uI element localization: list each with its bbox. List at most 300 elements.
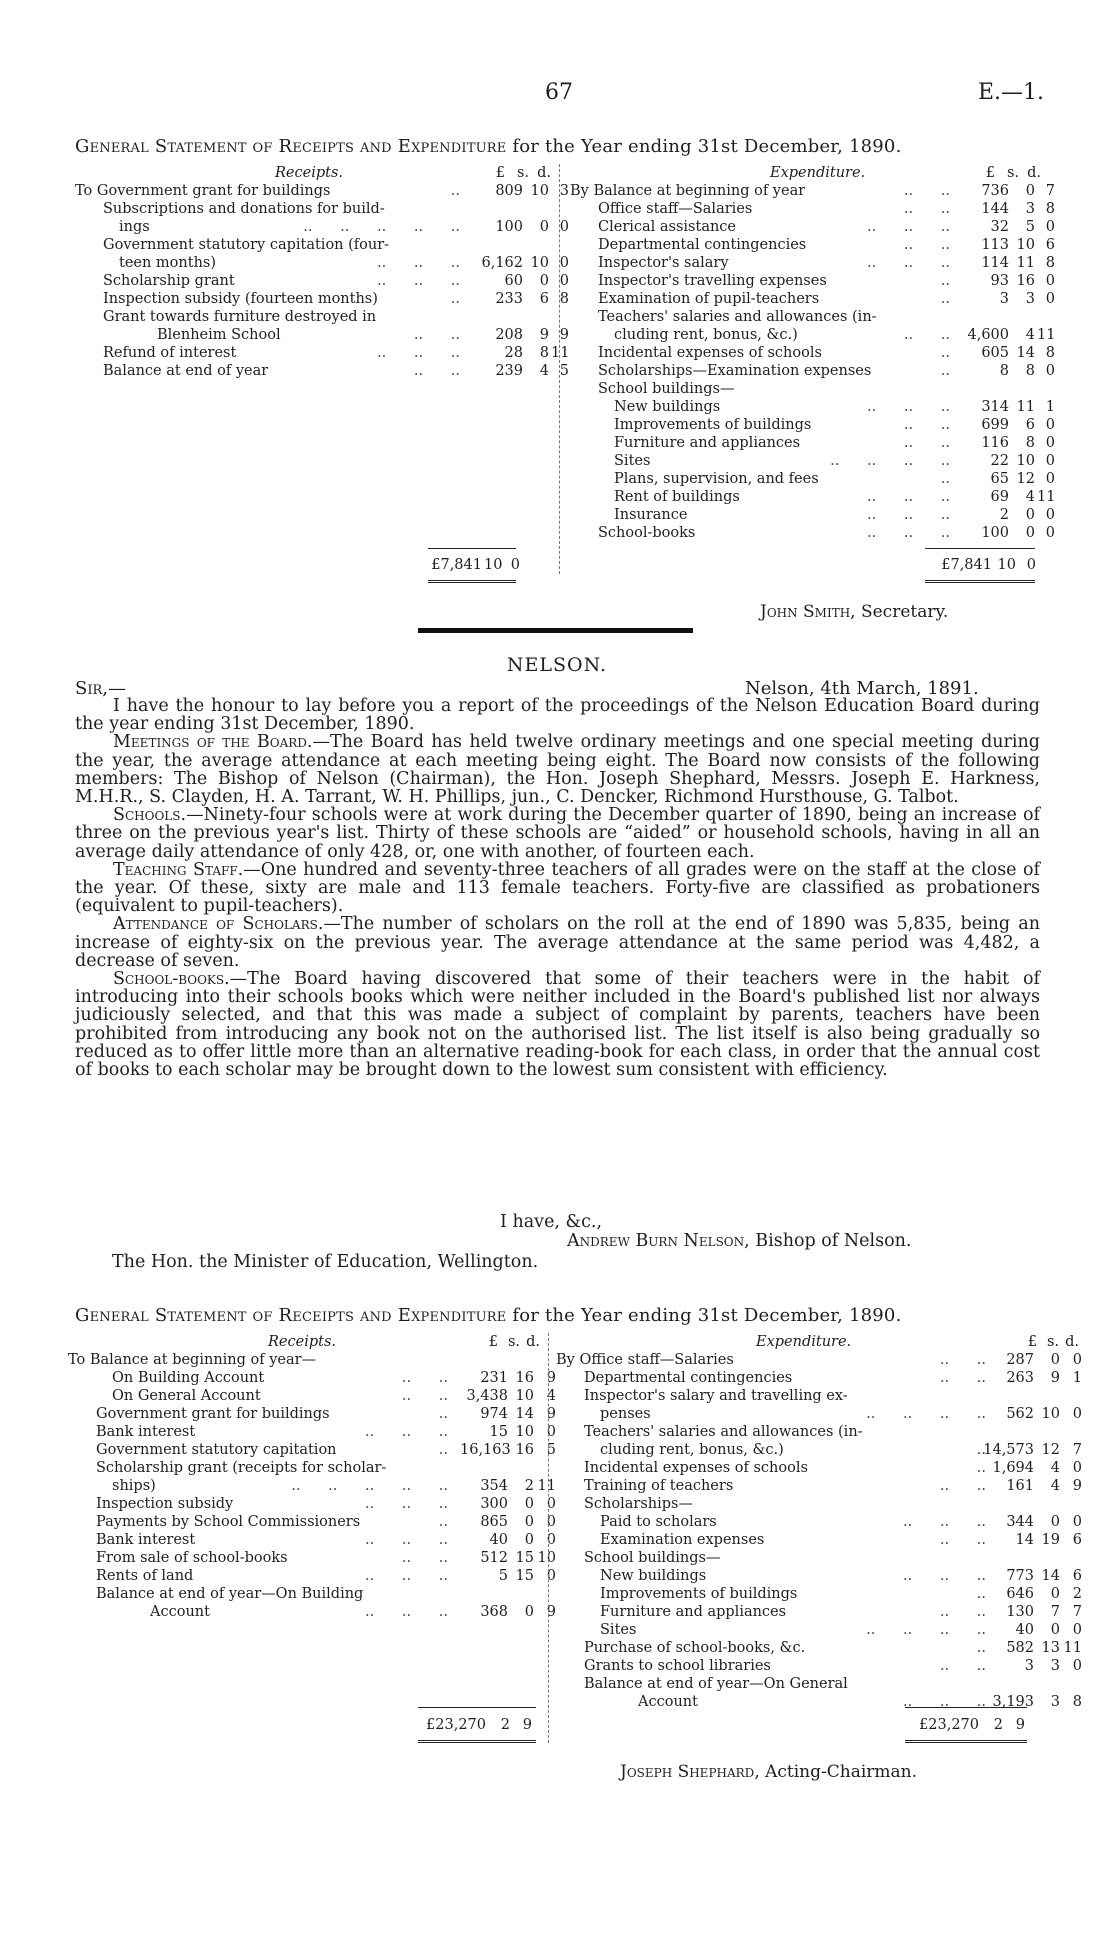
amount-pence: 9 (546, 1406, 556, 1422)
amount-pence: 8 (559, 291, 569, 307)
ledger-row (75, 254, 569, 272)
paragraph-intro (75, 697, 1040, 733)
total-pence: 9 (1015, 1717, 1025, 1733)
statement2-expenditure-total-rule (905, 1707, 1027, 1708)
amount-pence: 0 (1045, 507, 1055, 523)
ledger-row (68, 1567, 556, 1585)
amount-pounds: 646 (1006, 1586, 1034, 1602)
ledger-row-leader-dots: .. .. (413, 363, 460, 379)
amount-pence: 0 (1045, 363, 1055, 379)
ledger-row-leader-dots: .. .. (903, 183, 950, 199)
ledger-row (75, 182, 569, 200)
amount-pounds: 605 (981, 345, 1009, 361)
ledger-row (570, 272, 1055, 290)
ledger-row-leader-dots: .. .. .. (365, 1604, 448, 1620)
amount-pence: 9 (546, 1604, 556, 1620)
ledger-row (556, 1531, 1101, 1549)
ledger-row-label: Training of teachers (584, 1478, 734, 1494)
ledger-row-label: On Building Account (112, 1370, 265, 1386)
ledger-row (570, 416, 1055, 434)
amount-pounds: 100 (495, 219, 523, 235)
ledger-row (75, 290, 569, 308)
amount-pence: 8 (1045, 201, 1055, 217)
amount-pence: 0 (559, 273, 569, 289)
amount-shillings: 14 (515, 1406, 534, 1422)
amount-pence: 0 (546, 1514, 556, 1530)
amount-pence: 0 (1045, 471, 1055, 487)
ledger-row-label: Departmental contingencies (584, 1370, 793, 1386)
amount-pounds: 32 (990, 219, 1009, 235)
amount-pounds: 40 (1015, 1622, 1034, 1638)
amount-pence: 6 (1045, 237, 1055, 253)
amount-pounds: 263 (1006, 1370, 1034, 1386)
ledger-row (570, 200, 1055, 218)
statement1-expenditure-header (570, 164, 1045, 182)
ledger-row-leader-dots: .. (976, 1586, 986, 1602)
amount-pounds: 809 (495, 183, 523, 199)
amount-shillings: 0 (524, 1604, 534, 1620)
paragraph-teaching-staff (75, 861, 1040, 916)
amount-shillings: 14 (1041, 1568, 1060, 1584)
statement1-receipts-double-rule (428, 580, 516, 583)
ledger-row-leader-dots: .. .. (903, 237, 950, 253)
total-pence: 0 (1026, 557, 1036, 573)
paragraph-schools (75, 806, 1040, 861)
amount-pounds: 116 (981, 435, 1009, 451)
ledger-row (556, 1423, 1101, 1441)
statement2-title-suffix: for the Year ending 31st December, 1890. (506, 1305, 902, 1326)
amount-shillings: 5 (1025, 219, 1035, 235)
amount-shillings: 10 (530, 183, 549, 199)
amount-shillings: 16 (515, 1442, 534, 1458)
amount-pounds: 113 (981, 237, 1009, 253)
ledger-row-leader-dots: .. .. (939, 1370, 986, 1386)
total-shillings: 10 (997, 557, 1016, 573)
ledger-row-leader-dots: .. .. .. (365, 1496, 448, 1512)
ledger-row (570, 326, 1056, 344)
statement2-signature (620, 1762, 917, 1782)
amount-pence: 0 (1045, 219, 1055, 235)
ledger-row-leader-dots: .. .. (939, 1352, 986, 1368)
ledger-row (556, 1567, 1101, 1585)
amount-pence: 7 (1045, 183, 1055, 199)
ledger-row-leader-dots: .. .. .. (903, 1694, 986, 1710)
ledger-row (556, 1351, 1101, 1369)
amount-pounds: 14,573 (983, 1442, 1034, 1458)
amount-pence: 6 (1072, 1532, 1082, 1548)
amount-shillings: 12 (1016, 471, 1035, 487)
ledger-row (570, 290, 1055, 308)
amount-shillings: 14 (1016, 345, 1035, 361)
amount-pence: 0 (1072, 1658, 1082, 1674)
amount-pounds: 354 (480, 1478, 508, 1494)
amount-pence: 0 (546, 1568, 556, 1584)
ledger-row-leader-dots: .. .. (401, 1370, 448, 1386)
amount-pounds: 4,600 (967, 327, 1009, 343)
ledger-row-label: Scholarship grant (103, 273, 235, 289)
ledger-row (75, 326, 569, 344)
amount-pounds: 1,694 (992, 1460, 1034, 1476)
paragraph-text: —One hundred and seventy-three teachers of all grades were on the staff at the close of the year. Of these, sixty are male and 113 female teachers. Forty-five are classified as probationers (equivalent to pupil-teachers). (75, 859, 1040, 917)
amount-pence: 11 (1037, 327, 1056, 343)
amount-shillings: 0 (539, 219, 549, 235)
ledger-row (570, 362, 1055, 380)
amount-shillings: 11 (1016, 399, 1035, 415)
amount-shillings: 0 (1025, 183, 1035, 199)
amount-pounds: 3,193 (992, 1694, 1034, 1710)
amount-pence: 5 (559, 363, 569, 379)
amount-pence: 1 (1045, 399, 1055, 415)
statement2-title-prefix: General Statement of Receipts and Expenditure (75, 1305, 507, 1326)
ledger-row-label: ings (119, 219, 150, 235)
amount-pence: 0 (1072, 1514, 1082, 1530)
amount-pounds: 130 (1006, 1604, 1034, 1620)
ledger-row-leader-dots: .. .. .. (903, 1568, 986, 1584)
ledger-row-leader-dots: .. .. (939, 1532, 986, 1548)
ledger-row (68, 1603, 556, 1621)
amount-pounds: 3 (1024, 1658, 1034, 1674)
currency-pence: d. (1027, 165, 1041, 181)
amount-shillings: 13 (1041, 1640, 1060, 1656)
paragraph-lead: Teaching Staff. (113, 859, 244, 880)
ledger-row (556, 1405, 1101, 1423)
amount-pence: 11 (1063, 1640, 1082, 1656)
ledger-row (75, 236, 555, 254)
statement1-expenditure-column (570, 164, 1056, 542)
ledger-row-label: Grants to school libraries (584, 1658, 771, 1674)
paragraph-school-books (75, 970, 1040, 1079)
ledger-row (556, 1675, 1101, 1693)
amount-shillings: 4 (1025, 489, 1035, 505)
ledger-row-leader-dots: .. .. (903, 435, 950, 451)
ledger-row-leader-dots: .. .. .. (377, 273, 460, 289)
section-heading: NELSON. (506, 654, 608, 676)
ledger-row-leader-dots: .. (438, 1514, 448, 1530)
ledger-row-label: Inspector's salary (598, 255, 729, 271)
amount-pounds: 300 (480, 1496, 508, 1512)
ledger-row-label: Improvements of buildings (600, 1586, 798, 1602)
ledger-row (68, 1495, 556, 1513)
amount-pence: 0 (546, 1496, 556, 1512)
ledger-row (570, 308, 1045, 326)
ledger-row-label: Subscriptions and donations for build- (103, 201, 385, 217)
ledger-row-leader-dots: .. .. .. (377, 255, 460, 271)
report-body (75, 697, 1040, 1079)
amount-pence: 6 (1072, 1568, 1082, 1584)
amount-pence: 5 (546, 1442, 556, 1458)
ledger-row (556, 1459, 1101, 1477)
amount-shillings: 16 (515, 1370, 534, 1386)
ledger-row-label: Clerical assistance (598, 219, 737, 235)
amount-pounds: 699 (981, 417, 1009, 433)
statement2-receipts-double-rule (418, 1740, 536, 1743)
amount-shillings: 16 (1016, 273, 1035, 289)
amount-pence: 0 (1045, 417, 1055, 433)
ledger-row (68, 1405, 556, 1423)
amount-pence: 11 (551, 345, 570, 361)
ledger-row (556, 1513, 1101, 1531)
amount-shillings: 19 (1041, 1532, 1060, 1548)
total-pounds: £7,841 (431, 557, 482, 573)
signatory-role: , Bishop of Nelson. (744, 1231, 912, 1251)
ledger-row-label: penses (600, 1406, 651, 1422)
amount-shillings: 15 (515, 1550, 534, 1566)
amount-shillings: 0 (524, 1496, 534, 1512)
amount-pence: 0 (1045, 453, 1055, 469)
section-divider (418, 628, 693, 633)
ledger-row-leader-dots: .. .. .. (903, 1514, 986, 1530)
ledger-row (570, 344, 1055, 362)
amount-pence: 0 (1045, 435, 1055, 451)
ledger-row (68, 1459, 543, 1477)
amount-shillings: 10 (530, 255, 549, 271)
amount-shillings: 3 (1050, 1694, 1060, 1710)
ledger-row-label: Sites (600, 1622, 637, 1638)
amount-pounds: 239 (495, 363, 523, 379)
ledger-row-leader-dots: .. .. .. (365, 1424, 448, 1440)
statement2-divider (548, 1333, 549, 1743)
amount-shillings: 4 (1025, 327, 1035, 343)
ledger-row (68, 1387, 556, 1405)
amount-pence: 0 (1072, 1460, 1082, 1476)
currency-shillings: s. (516, 165, 529, 181)
amount-shillings: 0 (524, 1514, 534, 1530)
ledger-row-label: Inspection subsidy (fourteen months) (103, 291, 378, 307)
amount-pounds: 65 (990, 471, 1009, 487)
amount-pence: 0 (546, 1532, 556, 1548)
ledger-row-label: Improvements of buildings (614, 417, 812, 433)
ledger-row-leader-dots: .. (940, 345, 950, 361)
ledger-row-label: Paid to scholars (600, 1514, 717, 1530)
amount-pence: 0 (1072, 1622, 1082, 1638)
ledger-row-label: New buildings (614, 399, 721, 415)
amount-pounds: 208 (495, 327, 523, 343)
amount-pence: 3 (559, 183, 569, 199)
statement1-expenditure-heading: Expenditure. (770, 165, 866, 181)
total-shillings: 10 (484, 557, 503, 573)
amount-pence: 0 (559, 219, 569, 235)
amount-pounds: 100 (981, 525, 1009, 541)
amount-pounds: 231 (480, 1370, 508, 1386)
amount-shillings: 6 (1025, 417, 1035, 433)
ledger-row-label: School buildings— (598, 381, 735, 397)
ledger-row (68, 1477, 556, 1495)
amount-shillings: 8 (539, 345, 549, 361)
amount-pounds: 114 (981, 255, 1009, 271)
ledger-row-label: By Balance at beginning of year (570, 183, 806, 199)
ledger-row (68, 1513, 556, 1531)
amount-pounds: 287 (1006, 1352, 1034, 1368)
amount-pounds: 562 (1006, 1406, 1034, 1422)
amount-shillings: 15 (515, 1568, 534, 1584)
ledger-row-label: cluding rent, bonus, &c.) (600, 1442, 784, 1458)
statement1-title (75, 136, 1045, 157)
ledger-row (68, 1585, 543, 1603)
ledger-row-leader-dots: .. (450, 183, 460, 199)
statement1-expenditure-total-rule (925, 548, 1035, 549)
ledger-row (570, 452, 1055, 470)
paragraph-text: —The Board having discovered that some of their teachers were in the habit of introducing into their schools books which were neither included in the Board's published list nor always judiciously selected, and that this was made a subject of complaint by parents, teachers have been prohibited from introducing any book not on the authorised list. The list itself is also being gradually so reduced as to offer little more than an alternative reading-book for each class, in order that the annual cost of books to each scholar may be brought down to the lowest sum consistent with efficiency. (75, 969, 1040, 1081)
statement1-title-suffix: for the Year ending 31st December, 1890. (506, 136, 902, 157)
ledger-row (75, 308, 555, 326)
amount-shillings: 7 (1050, 1604, 1060, 1620)
ledger-row (556, 1441, 1101, 1459)
statement1-receipts-column (75, 164, 570, 380)
ledger-row-leader-dots: .. .. .. (867, 219, 950, 235)
statement1-divider (559, 164, 560, 574)
ledger-row-label: Balance at end of year (103, 363, 269, 379)
ledger-row-label: Insurance (614, 507, 688, 523)
statement2-expenditure-heading: Expenditure. (756, 1334, 852, 1350)
amount-pounds: 344 (1006, 1514, 1034, 1530)
ledger-row-label: To Balance at beginning of year— (68, 1352, 317, 1368)
ledger-row-leader-dots: .. (940, 273, 950, 289)
amount-shillings: 0 (1025, 525, 1035, 541)
currency-pence: d. (1065, 1334, 1079, 1350)
ledger-row (570, 182, 1055, 200)
ledger-row-leader-dots: .. (976, 1460, 986, 1476)
amount-shillings: 8 (1025, 363, 1035, 379)
ledger-row (570, 380, 1045, 398)
paragraph-text: —Ninety-four schools were at work during the December quarter of 1890, being an increase of three on the previous year's list. Thirty of these schools are “aided” or household schools, having in all an average daily attendance of only 428, or, one with another, of fourteen each. (75, 805, 1040, 862)
ledger-row-leader-dots: .. (450, 291, 460, 307)
ledger-row (556, 1549, 1101, 1567)
amount-shillings: 0 (1050, 1352, 1060, 1368)
ledger-row-label: Scholarship grant (receipts for scholar- (96, 1460, 387, 1476)
amount-shillings: 10 (515, 1424, 534, 1440)
ledger-row-label: Examination expenses (600, 1532, 765, 1548)
ledger-row (68, 1369, 556, 1387)
amount-shillings: 10 (1041, 1406, 1060, 1422)
ledger-row-label: Incidental expenses of schools (584, 1460, 808, 1476)
ledger-row (570, 524, 1055, 542)
statement2-expenditure-column (556, 1333, 1101, 1711)
ledger-row-label: School-books (598, 525, 696, 541)
statement1-receipts-header (75, 164, 555, 182)
ledger-row-label: cluding rent, bonus, &c.) (614, 327, 798, 343)
amount-pence: 8 (1045, 255, 1055, 271)
paragraph-lead: Schools. (113, 805, 187, 826)
paragraph-attendance (75, 915, 1040, 970)
ledger-row-leader-dots: .. .. (903, 417, 950, 433)
amount-pounds: 512 (480, 1550, 508, 1566)
amount-pounds: 69 (990, 489, 1009, 505)
currency-pounds: £ (495, 165, 505, 181)
ledger-row-leader-dots: .. .. (903, 201, 950, 217)
amount-pence: 7 (1072, 1442, 1082, 1458)
ledger-row-leader-dots: .. .. (939, 1478, 986, 1494)
amount-pence: 11 (1037, 489, 1056, 505)
amount-shillings: 10 (515, 1388, 534, 1404)
letter-addressee: The Hon. the Minister of Education, Wellington. (112, 1252, 539, 1272)
amount-pounds: 144 (981, 201, 1009, 217)
ledger-row-label: teen months) (119, 255, 217, 271)
currency-shillings: s. (507, 1334, 520, 1350)
statement2-receipts-total-rule (418, 1707, 536, 1708)
amount-pence: 11 (537, 1478, 556, 1494)
amount-pence: 0 (1045, 291, 1055, 307)
ledger-row (570, 470, 1055, 488)
amount-pence: 0 (1072, 1406, 1082, 1422)
statement2-receipts-column (68, 1333, 556, 1621)
ledger-row (75, 272, 569, 290)
ledger-row (556, 1369, 1101, 1387)
ledger-row-label: School buildings— (584, 1550, 721, 1566)
amount-pounds: 8 (999, 363, 1009, 379)
ledger-row-label: Scholarships—Examination expenses (598, 363, 872, 379)
page-header (0, 80, 1114, 110)
ledger-row-label: Inspector's salary and travelling ex- (584, 1388, 848, 1404)
amount-shillings: 0 (1050, 1514, 1060, 1530)
ledger-row (556, 1693, 1101, 1711)
amount-pence: 0 (559, 255, 569, 271)
ledger-row-leader-dots: .. .. .. (867, 525, 950, 541)
ledger-row-leader-dots: .. .. .. (365, 1532, 448, 1548)
ledger-row-label: Blenheim School (157, 327, 281, 343)
ledger-row (556, 1387, 1101, 1405)
total-pounds: £7,841 (941, 557, 992, 573)
ledger-row (570, 434, 1055, 452)
salutation: Sir,— (75, 678, 126, 699)
amount-pence: 8 (1045, 345, 1055, 361)
signature-role: , Secretary. (850, 602, 949, 622)
ledger-row-leader-dots: .. .. (401, 1388, 448, 1404)
signature-name: John Smith (760, 602, 851, 622)
ledger-row (75, 344, 570, 362)
ledger-row (570, 488, 1056, 506)
amount-pounds: 3 (999, 291, 1009, 307)
amount-pounds: 736 (981, 183, 1009, 199)
letter-closing: I have, &c., (500, 1212, 603, 1232)
ledger-row-label: Departmental contingencies (598, 237, 807, 253)
total-pounds: £23,270 (919, 1717, 979, 1733)
ledger-row (570, 506, 1055, 524)
statement1-expenditure-double-rule (925, 580, 1035, 583)
signature-name: Joseph Shephard (620, 1762, 755, 1782)
ledger-row-leader-dots: .. (976, 1640, 986, 1656)
ledger-row-leader-dots: .. .. .. .. (830, 453, 950, 469)
amount-pence: 7 (1072, 1604, 1082, 1620)
amount-shillings: 4 (539, 363, 549, 379)
statement2-receipts-header (68, 1333, 543, 1351)
statement1-receipts-heading: Receipts. (275, 165, 343, 181)
total-shillings: 2 (993, 1717, 1003, 1733)
ledger-row-leader-dots: .. (940, 363, 950, 379)
amount-shillings: 10 (1016, 237, 1035, 253)
ledger-row-leader-dots: .. .. (939, 1604, 986, 1620)
ledger-row-label: Bank interest (96, 1532, 196, 1548)
ledger-row-label: Rents of land (96, 1568, 194, 1584)
amount-shillings: 0 (1050, 1586, 1060, 1602)
amount-pounds: 93 (990, 273, 1009, 289)
statement1-signature (760, 602, 948, 622)
ledger-row-leader-dots: .. .. .. .. .. (291, 1478, 448, 1494)
amount-pounds: 6,162 (481, 255, 523, 271)
amount-pence: 9 (546, 1370, 556, 1386)
ledger-row-leader-dots: .. .. (903, 327, 950, 343)
ledger-row (570, 218, 1055, 236)
amount-shillings: 8 (1025, 435, 1035, 451)
amount-shillings: 6 (539, 291, 549, 307)
currency-shillings: s. (1046, 1334, 1059, 1350)
currency-pounds: £ (488, 1334, 498, 1350)
amount-pence: 1 (1072, 1370, 1082, 1386)
ledger-row-label: Payments by School Commissioners (96, 1514, 361, 1530)
amount-pence: 0 (1045, 273, 1055, 289)
amount-pounds: 974 (480, 1406, 508, 1422)
amount-pence: 9 (559, 327, 569, 343)
amount-pence: 0 (546, 1424, 556, 1440)
